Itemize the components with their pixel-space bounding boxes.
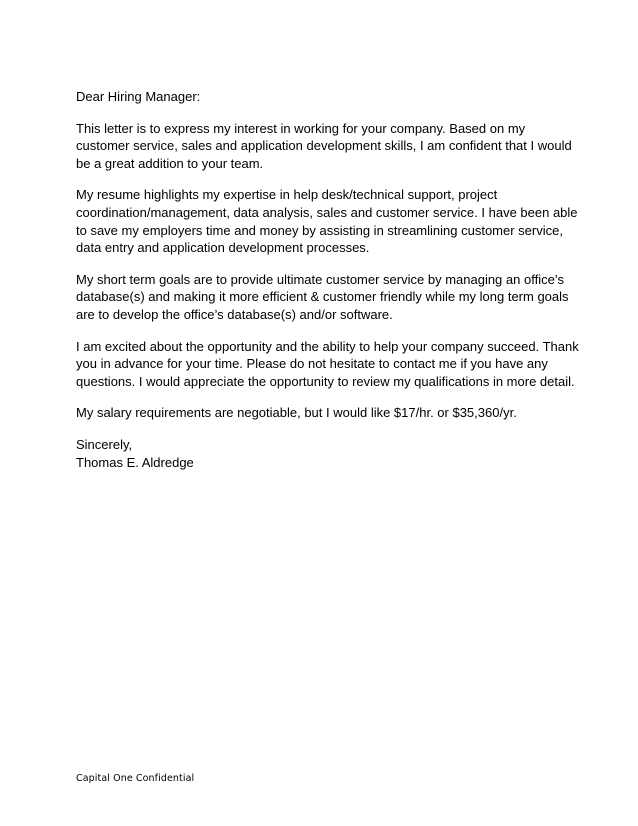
paragraph-line: My resume highlights my expertise in help desk/technical support, project — [76, 187, 498, 203]
cover-letter — [76, 88, 579, 485]
paragraph-salary — [76, 404, 576, 422]
paragraph-opportunity — [76, 338, 579, 391]
paragraph-line: customer service, sales and application development skills, I am confident that I would — [76, 138, 572, 154]
paragraph-line: questions. I would appreciate the opportunity to review my qualifications in more detail. — [76, 373, 575, 389]
paragraph-line: database(s) and making it more efficient & customer friendly while my long term goals — [76, 289, 569, 305]
paragraph-line: This letter is to express my interest in working for your company. Based on my — [76, 120, 526, 136]
paragraph-expertise — [76, 186, 576, 256]
paragraph-line: be a great addition to your team. — [76, 155, 264, 171]
paragraph-interest — [76, 120, 576, 173]
paragraph-line: you in advance for your time. Please do not hesitate to contact me if you have any — [76, 356, 548, 372]
closing: Sincerely, — [76, 436, 133, 452]
confidentiality-footer: Capital One Confidential — [76, 773, 195, 784]
paragraph-goals — [76, 271, 576, 324]
paragraph-line: coordination/management, data analysis, sales and customer service. I have been able — [76, 204, 578, 220]
salutation: Dear Hiring Manager: — [76, 89, 201, 104]
paragraph-line: are to develop the office’s database(s) and/or software. — [76, 306, 393, 322]
closing-block — [76, 436, 576, 471]
paragraph-line: to save my employers time and money by assisting in streamlining customer service, — [76, 222, 563, 238]
paragraph-line: My short term goals are to provide ultimate customer service by managing an office’s — [76, 271, 564, 287]
paragraph-line: I am excited about the opportunity and the ability to help your company succeed. Thank — [76, 338, 579, 354]
paragraph-line: data entry and application development processes. — [76, 240, 370, 256]
signature-name: Thomas E. Aldredge — [76, 454, 194, 470]
paragraph-line: My salary requirements are negotiable, but I would like $17/hr. or $35,360/yr. — [76, 405, 517, 421]
